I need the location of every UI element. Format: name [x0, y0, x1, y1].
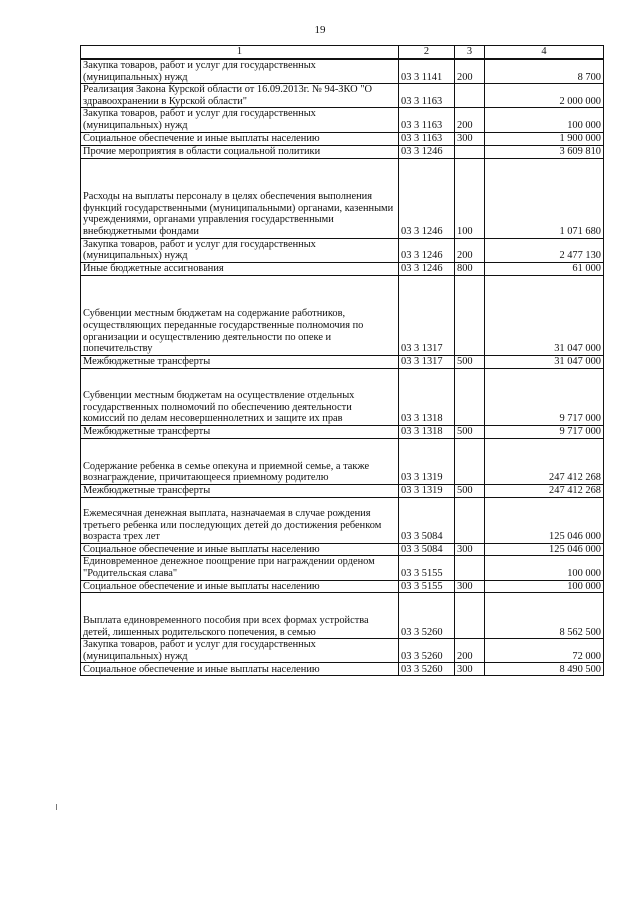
- row-name-cell: Выплата единовременного пособия при всех формах устройства детей, лишенных родительского попечения, в семью: [81, 593, 399, 639]
- row-code-cell: 03 3 5155: [399, 580, 455, 593]
- table-row: [81, 59, 604, 84]
- row-expense-type-cell: 300: [455, 132, 485, 145]
- column-header-code: 2: [399, 46, 455, 60]
- row-name-cell: Социальное обеспечение и иные выплаты населению: [81, 663, 399, 676]
- row-name-cell: Социальное обеспечение и иные выплаты населению: [81, 580, 399, 593]
- row-amount-cell: 1 900 000: [485, 132, 604, 145]
- row-amount-cell: 72 000: [485, 639, 604, 663]
- row-code-cell: 03 3 1317: [399, 275, 455, 355]
- table-row: [81, 262, 604, 275]
- row-code-cell: 03 3 5155: [399, 556, 455, 580]
- row-expense-type-cell: 500: [455, 355, 485, 368]
- table-row: [81, 425, 604, 438]
- table-row: [81, 84, 604, 108]
- row-code-cell: 03 3 1163: [399, 132, 455, 145]
- row-expense-type-cell: [455, 84, 485, 108]
- row-expense-type-cell: 500: [455, 484, 485, 497]
- row-expense-type-cell: 200: [455, 59, 485, 84]
- row-amount-cell: 100 000: [485, 580, 604, 593]
- row-code-cell: 03 3 1319: [399, 484, 455, 497]
- table-row: [81, 543, 604, 556]
- row-expense-type-cell: [455, 275, 485, 355]
- table-row: [81, 556, 604, 580]
- row-expense-type-cell: [455, 145, 485, 158]
- row-code-cell: 03 3 5260: [399, 639, 455, 663]
- row-name-cell: Содержание ребенка в семье опекуна и приемной семье, а также вознаграждение, причитающееся приемному родителю: [81, 438, 399, 484]
- row-code-cell: 03 3 1317: [399, 355, 455, 368]
- table-row: [81, 275, 604, 355]
- budget-table: [80, 45, 604, 676]
- row-name-cell: Межбюджетные трансферты: [81, 425, 399, 438]
- row-name-cell: Субвенции местным бюджетам на содержание работников, осуществляющих переданные государственные полномочия по организации и осуществлению деятельности по опеке и попечительству: [81, 275, 399, 355]
- row-name-cell: Реализация Закона Курской области от 16.09.2013г. № 94-ЗКО "О здравоохранении в Курской области": [81, 84, 399, 108]
- row-name-cell: Прочие мероприятия в области социальной политики: [81, 145, 399, 158]
- row-code-cell: 03 3 5260: [399, 593, 455, 639]
- row-code-cell: 03 3 5084: [399, 543, 455, 556]
- table-row: [81, 158, 604, 238]
- table-row: [81, 639, 604, 663]
- row-name-cell: Единовременное денежное поощрение при награждении орденом "Родительская слава": [81, 556, 399, 580]
- table-row: [81, 132, 604, 145]
- row-amount-cell: 31 047 000: [485, 275, 604, 355]
- row-code-cell: 03 3 1246: [399, 238, 455, 262]
- table-row: [81, 580, 604, 593]
- row-name-cell: Ежемесячная денежная выплата, назначаемая в случае рождения третьего ребенка или последующих детей до достижения ребенком возраста трех лет: [81, 497, 399, 543]
- row-code-cell: 03 3 1163: [399, 84, 455, 108]
- column-header-name: 1: [81, 46, 399, 60]
- column-header-expense-type: 3: [455, 46, 485, 60]
- table-row: [81, 355, 604, 368]
- row-expense-type-cell: 200: [455, 108, 485, 132]
- row-name-cell: Межбюджетные трансферты: [81, 355, 399, 368]
- table-row: [81, 238, 604, 262]
- row-expense-type-cell: [455, 438, 485, 484]
- row-expense-type-cell: 100: [455, 158, 485, 238]
- row-code-cell: 03 3 1141: [399, 59, 455, 84]
- table-row: [81, 108, 604, 132]
- row-amount-cell: 2 477 130: [485, 238, 604, 262]
- row-expense-type-cell: [455, 368, 485, 425]
- row-amount-cell: 61 000: [485, 262, 604, 275]
- row-amount-cell: 8 490 500: [485, 663, 604, 676]
- table-body: [81, 59, 604, 676]
- row-name-cell: Закупка товаров, работ и услуг для государственных (муниципальных) нужд: [81, 639, 399, 663]
- table-row: [81, 368, 604, 425]
- row-amount-cell: 8 562 500: [485, 593, 604, 639]
- row-expense-type-cell: 500: [455, 425, 485, 438]
- row-code-cell: 03 3 1246: [399, 158, 455, 238]
- row-amount-cell: 3 609 810: [485, 145, 604, 158]
- row-amount-cell: 100 000: [485, 556, 604, 580]
- row-amount-cell: 8 700: [485, 59, 604, 84]
- row-amount-cell: 247 412 268: [485, 438, 604, 484]
- row-expense-type-cell: [455, 556, 485, 580]
- row-expense-type-cell: 800: [455, 262, 485, 275]
- row-expense-type-cell: 300: [455, 543, 485, 556]
- row-code-cell: 03 3 5260: [399, 663, 455, 676]
- row-code-cell: 03 3 5084: [399, 497, 455, 543]
- row-code-cell: 03 3 1246: [399, 262, 455, 275]
- row-amount-cell: 2 000 000: [485, 84, 604, 108]
- row-expense-type-cell: 200: [455, 238, 485, 262]
- row-code-cell: 03 3 1246: [399, 145, 455, 158]
- row-name-cell: Субвенции местным бюджетам на осуществление отдельных государственных полномочий по обеспечению деятельности комиссий по делам несовершеннолетних и защите их прав: [81, 368, 399, 425]
- row-amount-cell: 31 047 000: [485, 355, 604, 368]
- row-expense-type-cell: [455, 497, 485, 543]
- row-name-cell: Социальное обеспечение и иные выплаты населению: [81, 543, 399, 556]
- row-expense-type-cell: 200: [455, 639, 485, 663]
- row-name-cell: Расходы на выплаты персоналу в целях обеспечения выполнения функций государственными (муниципальными) органами, казенными учреждениями, органами управления государственными внебюджетными фондами: [81, 158, 399, 238]
- row-amount-cell: 9 717 000: [485, 368, 604, 425]
- row-code-cell: 03 3 1163: [399, 108, 455, 132]
- row-name-cell: Закупка товаров, работ и услуг для государственных (муниципальных) нужд: [81, 59, 399, 84]
- row-name-cell: Иные бюджетные ассигнования: [81, 262, 399, 275]
- row-amount-cell: 125 046 000: [485, 543, 604, 556]
- column-header-amount: 4: [485, 46, 604, 60]
- table-row: [81, 593, 604, 639]
- table-header-row: [81, 46, 604, 60]
- row-expense-type-cell: 300: [455, 580, 485, 593]
- row-amount-cell: 9 717 000: [485, 425, 604, 438]
- table-row: [81, 438, 604, 484]
- scan-mark: [56, 804, 57, 810]
- table-row: [81, 145, 604, 158]
- row-expense-type-cell: [455, 593, 485, 639]
- row-amount-cell: 100 000: [485, 108, 604, 132]
- row-amount-cell: 247 412 268: [485, 484, 604, 497]
- row-code-cell: 03 3 1319: [399, 438, 455, 484]
- row-expense-type-cell: 300: [455, 663, 485, 676]
- row-amount-cell: 125 046 000: [485, 497, 604, 543]
- row-code-cell: 03 3 1318: [399, 425, 455, 438]
- row-name-cell: Закупка товаров, работ и услуг для государственных (муниципальных) нужд: [81, 108, 399, 132]
- row-amount-cell: 1 071 680: [485, 158, 604, 238]
- row-name-cell: Закупка товаров, работ и услуг для государственных (муниципальных) нужд: [81, 238, 399, 262]
- table-row: [81, 484, 604, 497]
- row-name-cell: Социальное обеспечение и иные выплаты населению: [81, 132, 399, 145]
- page-number: 19: [314, 24, 326, 36]
- table-row: [81, 497, 604, 543]
- row-name-cell: Межбюджетные трансферты: [81, 484, 399, 497]
- row-code-cell: 03 3 1318: [399, 368, 455, 425]
- table-row: [81, 663, 604, 676]
